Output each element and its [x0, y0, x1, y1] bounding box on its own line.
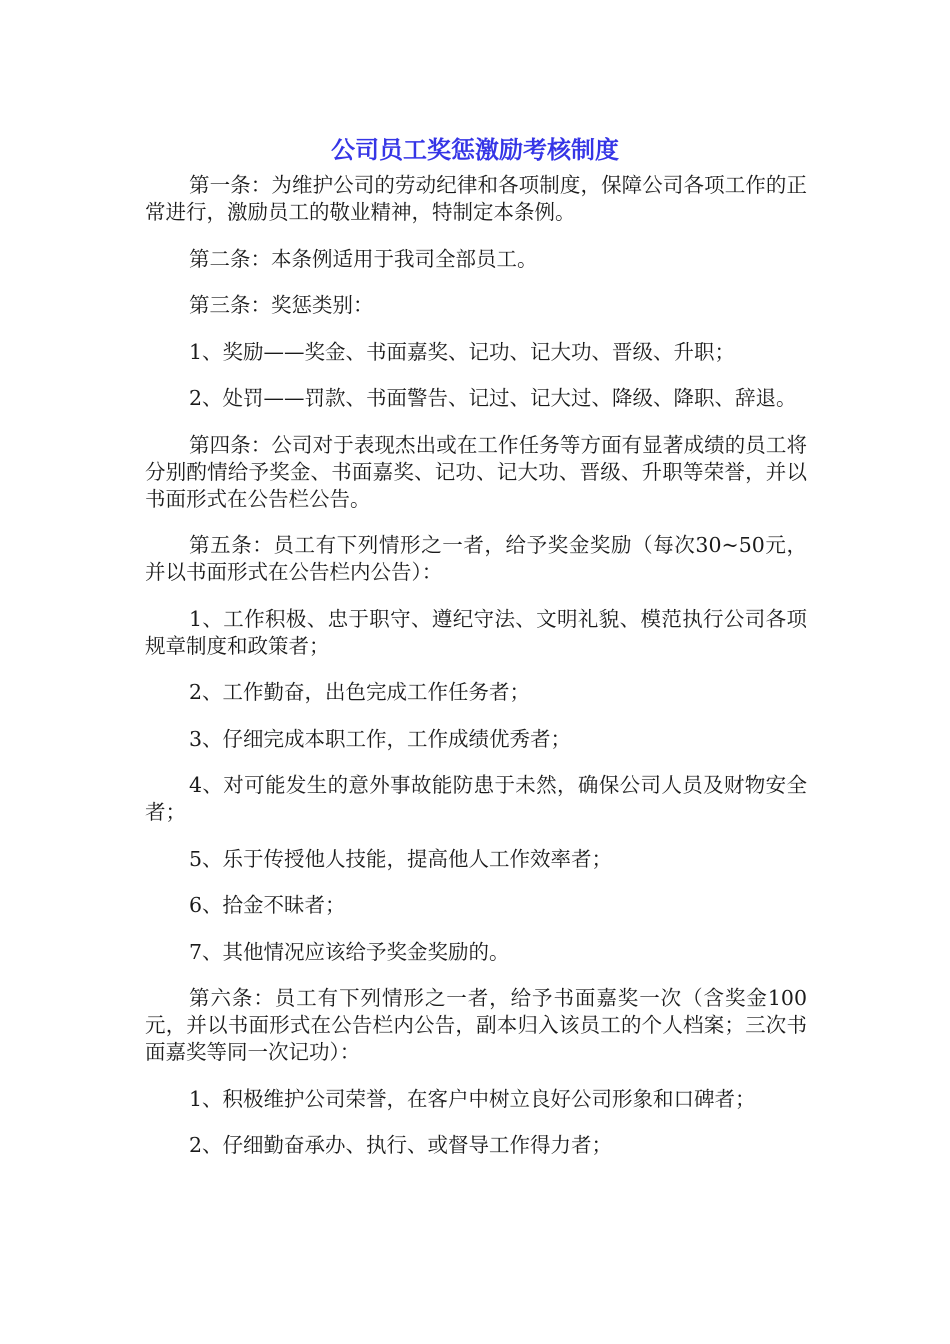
list-item: 2、仔细勤奋承办、执行、或督导工作得力者； — [189, 1133, 613, 1157]
list-item: 7、其他情况应该给予奖金奖励的。 — [189, 939, 510, 964]
list-item: 2、工作勤奋，出色完成工作任务者； — [189, 680, 531, 704]
list-item: 1、积极维护公司荣誉，在客户中树立良好公司形象和口碑者； — [189, 1086, 756, 1111]
list-item: 5、乐于传授他人技能，提高他人工作效率者； — [189, 846, 613, 871]
list-item: 6、拾金不昧者； — [189, 893, 346, 917]
paragraph-article-1: 第一条：为维护公司的劳动纪律和各项制度，保障公司各项工作的正常进行，激励员工的敬业精神，特制定本条例。 — [145, 173, 807, 224]
paragraph-article-2: 第二条：本条例适用于我司全部员工。 — [189, 246, 538, 271]
paragraph-punishment-types: 2、处罚——罚款、书面警告、记过、记大过、降级、降职、辞退。 — [189, 386, 797, 410]
document-title: 公司员工奖惩激励考核制度 — [331, 136, 619, 164]
paragraph-article-6: 第六条：员工有下列情形之一者，给予书面嘉奖一次（含奖金100元，并以书面形式在公告栏内公告，副本归入该员工的个人档案；三次书面嘉奖等同一次记功）： — [145, 986, 807, 1064]
list-item: 1、工作积极、忠于职守、遵纪守法、文明礼貌、模范执行公司各项规章制度和政策者； — [145, 606, 807, 658]
list-item: 3、仔细完成本职工作，工作成绩优秀者； — [189, 726, 572, 751]
paragraph-reward-types: 1、奖励——奖金、书面嘉奖、记功、记大功、晋级、升职； — [189, 339, 736, 364]
paragraph-article-4: 第四条：公司对于表现杰出或在工作任务等方面有显著成绩的员工将分别酌情给予奖金、书面嘉奖、记功、记大功、晋级、升职等荣誉，并以书面形式在公告栏公告。 — [145, 432, 807, 511]
document-body — [145, 172, 807, 1179]
paragraph-article-5: 第五条：员工有下列情形之一者，给予奖金奖励（每次30~50元，并以书面形式在公告栏内公告）： — [145, 533, 807, 584]
list-item: 4、对可能发生的意外事故能防患于未然，确保公司人员及财物安全者； — [145, 773, 807, 824]
paragraph-article-3: 第三条：奖惩类别： — [189, 293, 374, 317]
